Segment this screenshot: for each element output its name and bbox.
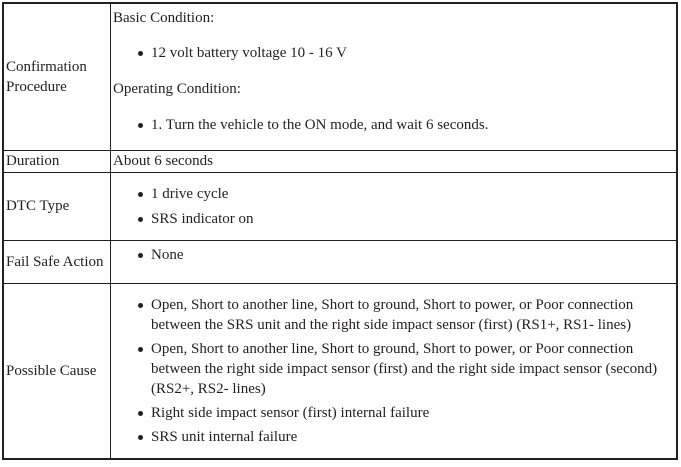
possible-cause-item: Right side impact sensor (first) internal failure bbox=[113, 403, 670, 423]
fail-safe-action-list bbox=[113, 245, 670, 265]
dtc-type-label: DTC Type bbox=[3, 172, 111, 240]
duration-value: About 6 seconds bbox=[111, 150, 678, 172]
possible-cause-content bbox=[111, 283, 678, 459]
fail-safe-action-label: Fail Safe Action bbox=[3, 240, 111, 283]
dtc-type-item: SRS indicator on bbox=[113, 209, 670, 229]
row-possible-cause bbox=[3, 283, 677, 459]
row-dtc-type bbox=[3, 172, 677, 240]
possible-cause-item: Open, Short to another line, Short to ground, Short to power, or Poor connection between the SRS unit and the right side impact sensor (first) (RS1+, RS1- lines) bbox=[113, 295, 670, 335]
basic-condition-list bbox=[113, 43, 670, 63]
duration-label: Duration bbox=[3, 150, 111, 172]
possible-cause-list bbox=[113, 295, 670, 447]
row-confirmation-procedure bbox=[3, 3, 677, 150]
dtc-type-content bbox=[111, 172, 678, 240]
basic-condition-item: 12 volt battery voltage 10 - 16 V bbox=[113, 43, 670, 63]
confirmation-procedure-label: Confirmation Procedure bbox=[3, 3, 111, 150]
possible-cause-item: Open, Short to another line, Short to ground, Short to power, or Poor connection between the right side impact sensor (first) and the right side impact sensor (second) (RS2+, RS2- lines) bbox=[113, 339, 670, 399]
operating-condition-title: Operating Condition: bbox=[113, 81, 241, 97]
possible-cause-label: Possible Cause bbox=[3, 283, 111, 459]
possible-cause-item: SRS unit internal failure bbox=[113, 427, 670, 447]
basic-condition-title: Basic Condition: bbox=[113, 10, 215, 26]
dtc-info-table bbox=[2, 2, 678, 460]
row-fail-safe-action bbox=[3, 240, 677, 283]
fail-safe-action-content bbox=[111, 240, 678, 283]
operating-condition-list bbox=[113, 115, 670, 135]
fail-safe-action-item: None bbox=[113, 245, 670, 265]
confirmation-procedure-content bbox=[111, 3, 678, 150]
operating-condition-item: 1. Turn the vehicle to the ON mode, and wait 6 seconds. bbox=[113, 115, 670, 135]
dtc-type-list bbox=[113, 184, 670, 229]
dtc-type-item: 1 drive cycle bbox=[113, 184, 670, 204]
row-duration bbox=[3, 150, 677, 172]
